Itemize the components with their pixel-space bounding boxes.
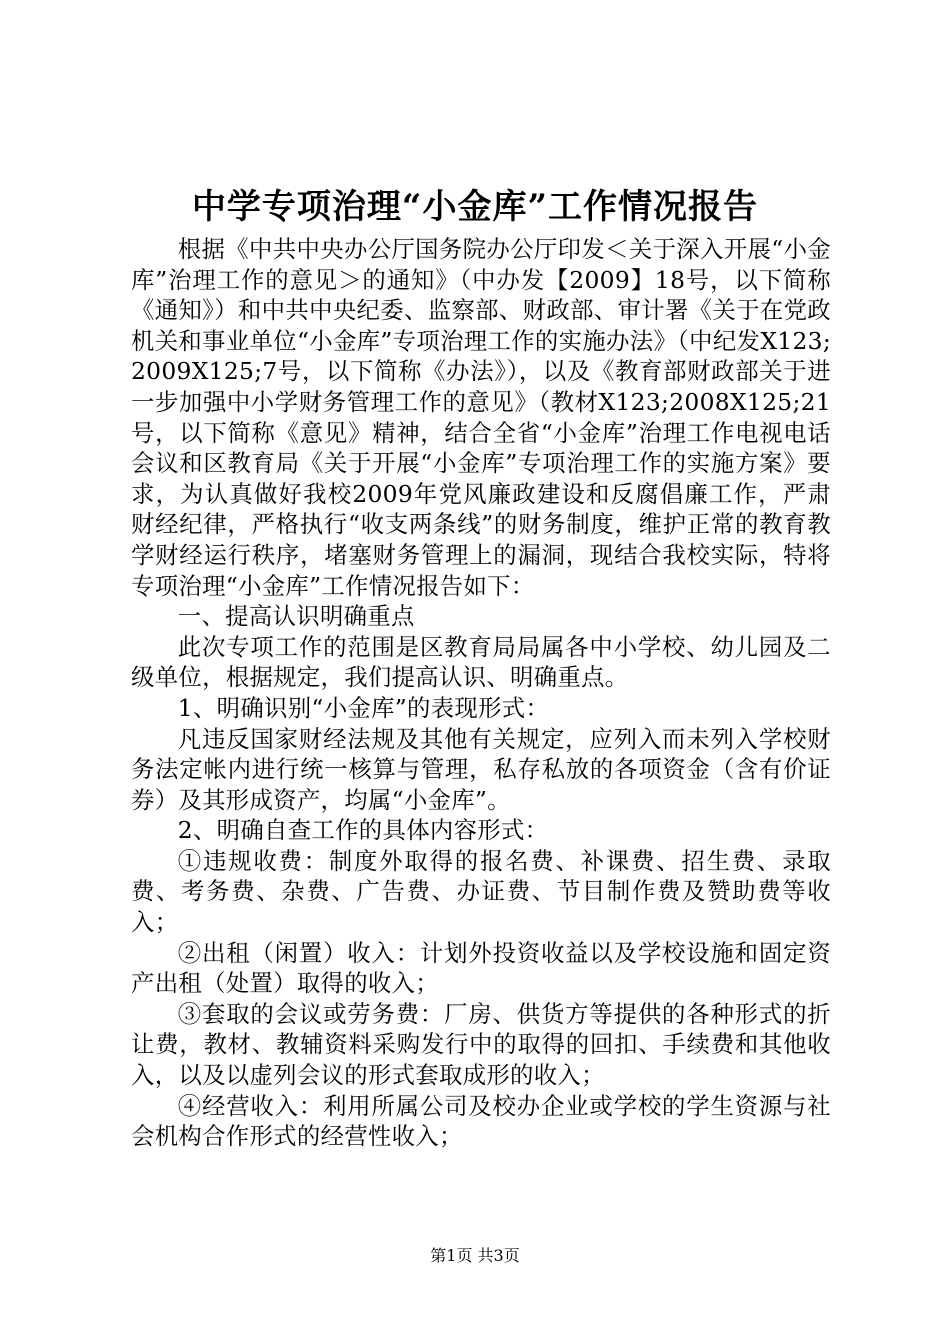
subsection-heading-2: 2、明确自查工作的具体内容形式：	[177, 816, 549, 845]
list-item: ②出租（闲置）收入：计划外投资收益以及学校设施和固定资产出租（处置）取得的收入；	[131, 938, 831, 998]
page-number-footer: 第1页 共3页	[430, 1246, 520, 1265]
subsection-heading-1: 1、明确识别“小金库”的表现形式：	[177, 693, 550, 722]
document-body	[131, 234, 831, 1152]
section-heading-1: 一、提高认识明确重点	[177, 602, 415, 631]
document-title: 中学专项治理“小金库”工作情况报告	[191, 187, 759, 227]
list-item: ③套取的会议或劳务费：厂房、供货方等提供的各种形式的折让费，教材、教辅资料采购发行中的取得的回扣、手续费和其他收入，以及以虚列会议的形式套取成形的收入；	[131, 999, 831, 1090]
list-item: ④经营收入：利用所属公司及校办企业或学校的学生资源与社会机构合作形式的经营性收入；	[131, 1091, 831, 1151]
body-paragraph: 凡违反国家财经法规及其他有关规定，应列入而未列入学校财务法定帐内进行统一核算与管理，私存私放的各项资金（含有价证券）及其形成资产，均属“小金库”。	[131, 724, 831, 814]
body-paragraph: 此次专项工作的范围是区教育局局属各中小学校、幼儿园及二级单位，根据规定，我们提高认识、明确重点。	[131, 632, 831, 692]
list-item: ①违规收费：制度外取得的报名费、补课费、招生费、录取费、考务费、杂费、广告费、办证费、节目制作费及赞助费等收入；	[131, 846, 831, 937]
intro-paragraph: 根据《中共中央办公厅国务院办公厅印发＜关于深入开展“小金库”治理工作的意见＞的通知》（中办发【2009】18号，以下简称《通知》）和中共中央纪委、监察部、财政部、审计署《关于在党政机关和事业单位“小金库”专项治理工作的实施办法》（中纪发X123;2009X125;7号，以下简称《办法》），以及《教育部财政部关于进一步加强中小学财务管理工作的意见》（教材X123;2008X125;21号，以下简称《意见》精神，结合全省“小金库”治理工作电视电话会议和区教育局《关于开展“小金库”专项治理工作的实施方案》要求，为认真做好我校2009年党风廉政建设和反腐倡廉工作，严肃财经纪律，严格执行“收支两条线”的财务制度，维护正常的教育教学财经运行秩序，堵塞财务管理上的漏洞，现结合我校实际，特将专项治理“小金库”工作情况报告如下：	[131, 235, 831, 600]
